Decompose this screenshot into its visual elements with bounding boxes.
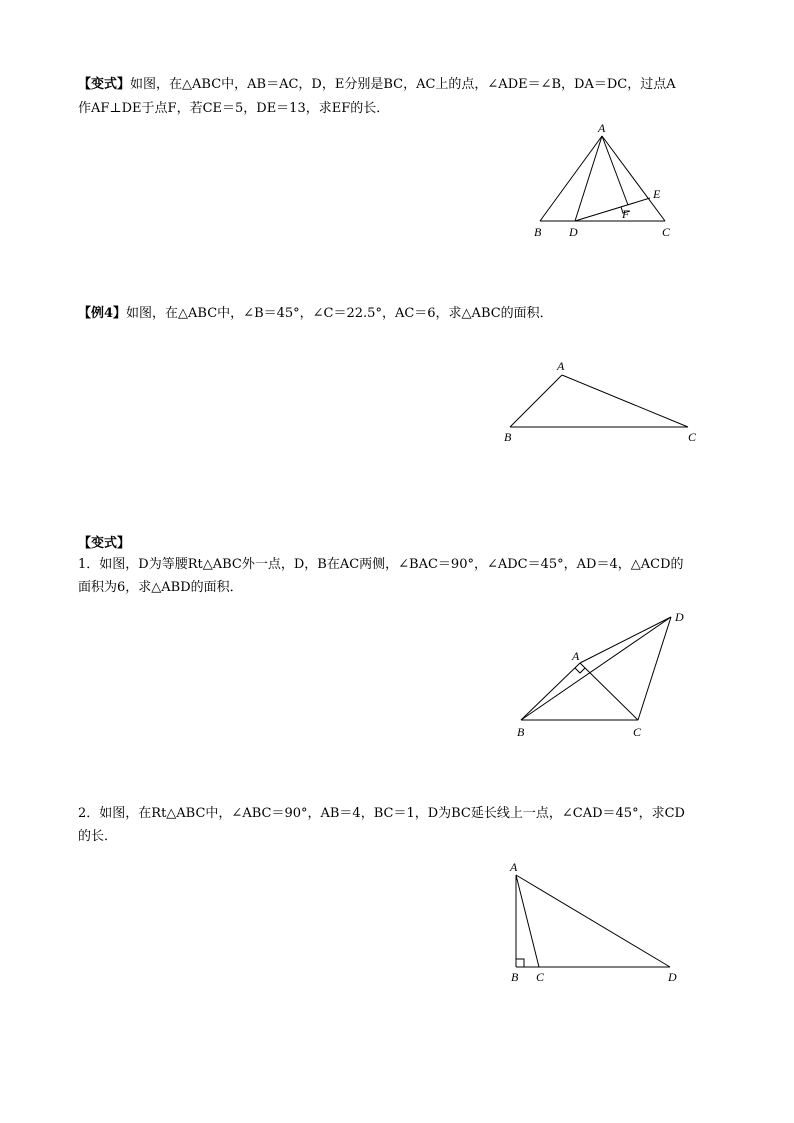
problem-3-line-2 <box>78 577 243 599</box>
label-D: D <box>675 610 684 624</box>
problem-1-tag: 【变式】 <box>78 77 131 92</box>
label-E: E <box>653 187 661 201</box>
seg-AF <box>602 136 628 205</box>
label-D: D <box>668 970 677 984</box>
figure-1 <box>520 118 690 243</box>
problem-4-text-2: 的长． <box>78 829 118 844</box>
label-A: A <box>557 359 565 373</box>
problem-3-text-1: 如图，D为等腰Rt△ABC外一点，D，B在AC两侧，∠BAC＝90°，∠ADC＝45°，AD＝4，△ACD的 <box>99 557 684 572</box>
problem-2-line-1 <box>78 303 553 325</box>
label-D: D <box>569 225 578 239</box>
right-angle-B <box>516 959 524 967</box>
seg-AD <box>580 617 671 663</box>
label-A: A <box>510 860 518 874</box>
label-C: C <box>662 225 671 239</box>
right-angle-A <box>575 668 585 673</box>
seg-AC <box>602 136 665 221</box>
label-B: B <box>517 725 525 739</box>
problem-2-tag: 【例4】 <box>78 306 127 321</box>
label-B: B <box>534 225 542 239</box>
seg-AD <box>575 136 602 221</box>
label-C: C <box>633 725 642 739</box>
seg-AD <box>516 875 670 967</box>
label-B: B <box>511 970 519 984</box>
problem-4-number: 2． <box>78 806 100 821</box>
seg-AC <box>562 375 688 427</box>
seg-AB <box>510 375 562 427</box>
variant-heading <box>78 533 130 555</box>
seg-AC <box>516 875 539 967</box>
label-C: C <box>536 970 545 984</box>
label-B: B <box>504 430 512 444</box>
figure-4 <box>500 855 700 990</box>
problem-3-number: 1． <box>78 557 100 572</box>
label-F: F <box>622 207 630 221</box>
problem-4-line-1 <box>78 803 685 825</box>
problem-4-text-1: 如图，在Rt△ABC中，∠ABC＝90°，AB＝4，BC＝1，D为BC延长线上一点，∠CAD＝45°，求CD <box>99 806 685 821</box>
seg-CD <box>638 617 671 720</box>
problem-3-text-2: 面积为6，求△ABD的面积． <box>78 580 243 595</box>
problem-1-line-2 <box>78 98 389 120</box>
seg-DE <box>575 198 650 221</box>
problem-2-text-1: 如图，在△ABC中，∠B＝45°，∠C＝22.5°，AC＝6，求△ABC的面积． <box>126 306 553 321</box>
problem-1-line-1 <box>78 74 676 96</box>
seg-AC <box>580 663 638 720</box>
seg-AB <box>540 136 602 221</box>
label-A: A <box>572 649 580 663</box>
problem-4-line-2 <box>78 826 117 848</box>
problem-3-line-1 <box>78 554 684 576</box>
problem-1-text-1: 如图，在△ABC中，AB＝AC，D，E分别是BC，AC上的点，∠ADE＝∠B，DA＝DC，过点A <box>130 77 676 92</box>
label-A: A <box>598 121 606 135</box>
seg-BA <box>521 663 580 720</box>
seg-BD <box>521 617 671 720</box>
problem-1-text-2: 作AF⊥DE于点F，若CE＝5，DE＝13，求EF的长． <box>78 101 390 116</box>
figure-3 <box>505 605 695 740</box>
variant-tag: 【变式】 <box>78 536 131 551</box>
label-C: C <box>688 430 697 444</box>
figure-2 <box>500 355 710 450</box>
